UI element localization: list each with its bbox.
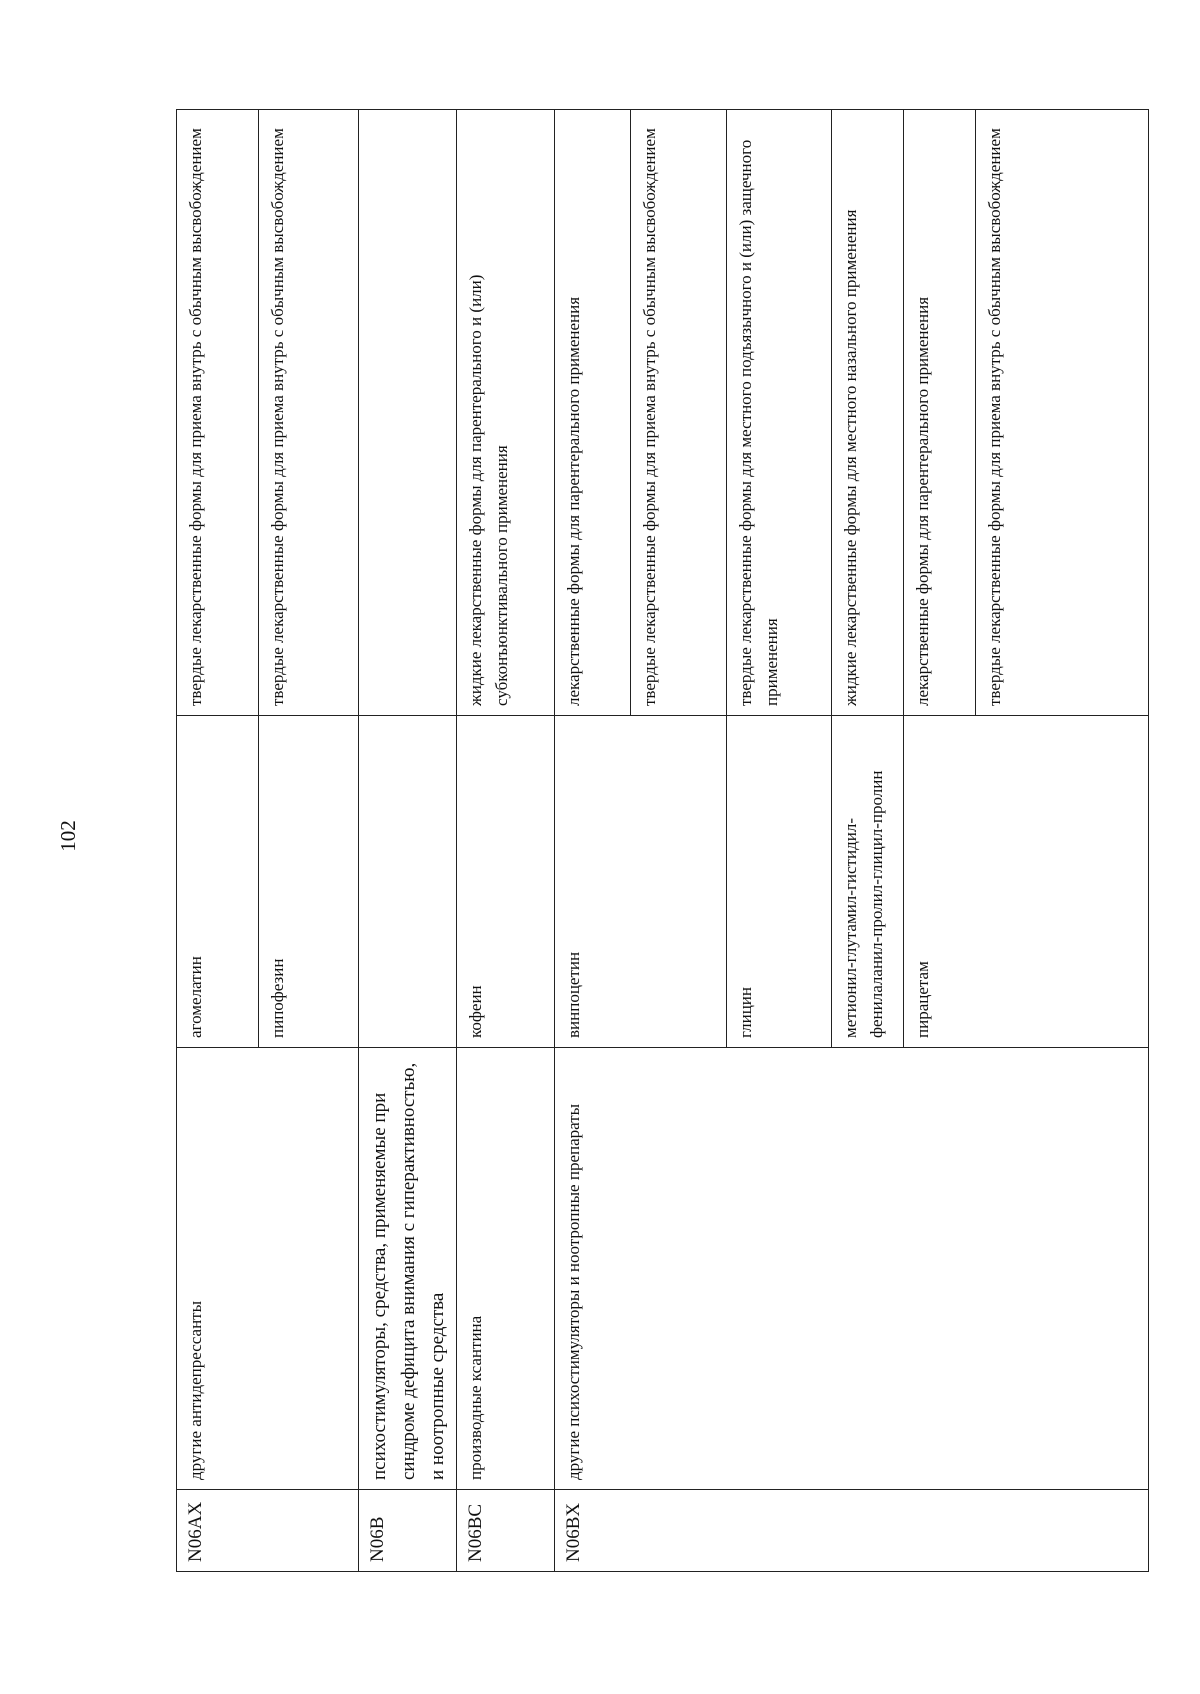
atc-code-cell: N06BC: [457, 1490, 555, 1572]
drug-name-cell: [359, 716, 457, 1048]
atc-code-cell: N06BX: [555, 1490, 1149, 1572]
drug-name-cell: метионил-глутамил-гистидил-фенилаланил-пролил-глицил-пролин: [832, 716, 904, 1048]
drug-name-cell: винпоцетин: [555, 716, 727, 1048]
table-row: [177, 110, 259, 1572]
page-number: 102: [56, 820, 80, 852]
drug-name-cell: пипофезин: [259, 716, 359, 1048]
dosage-form-cell: твердые лекарственные формы для приема внутрь с обычным высвобождением: [259, 110, 359, 716]
dosage-form-cell: твердые лекарственные формы для приема внутрь с обычным высвобождением: [631, 110, 727, 716]
atc-code-cell: N06B: [359, 1490, 457, 1572]
dosage-form-cell: твердые лекарственные формы для приема внутрь с обычным высвобождением: [177, 110, 259, 716]
group-name-cell: другие психостимуляторы и ноотропные препараты: [555, 1048, 1149, 1490]
group-name-cell: другие антидепрессанты: [177, 1048, 359, 1490]
drug-name-cell: агомелатин: [177, 716, 259, 1048]
table-row: [359, 110, 457, 1572]
atc-code-cell: N06AX: [177, 1490, 359, 1572]
dosage-form-cell: лекарственные формы для парентерального применения: [555, 110, 631, 716]
dosage-form-cell: твердые лекарственные формы для приема внутрь с обычным высвобождением: [976, 110, 1149, 716]
dosage-form-cell: жидкие лекарственные формы для местного назального применения: [832, 110, 904, 716]
table-row: [555, 110, 631, 1572]
group-name-cell: производные ксантина: [457, 1048, 555, 1490]
drug-name-cell: кофеин: [457, 716, 555, 1048]
drug-table-container: [176, 110, 1146, 1572]
drug-name-cell: пирацетам: [904, 716, 1149, 1048]
drug-table-rotated: [176, 110, 1146, 1572]
drug-name-cell: глицин: [727, 716, 832, 1048]
dosage-form-cell: [359, 110, 457, 716]
dosage-form-cell: лекарственные формы для парентерального применения: [904, 110, 976, 716]
group-name-cell: психостимуляторы, средства, применяемые при синдроме дефицита внимания с гиперактивностью, и ноотропные средства: [359, 1048, 457, 1490]
table-row: [457, 110, 555, 1572]
drug-table: [176, 109, 1149, 1572]
dosage-form-cell: твердые лекарственные формы для местного подъязычного и (или) защечного применения: [727, 110, 832, 716]
dosage-form-cell: жидкие лекарственные формы для парентерального и (или) субконъюнктивального применения: [457, 110, 555, 716]
